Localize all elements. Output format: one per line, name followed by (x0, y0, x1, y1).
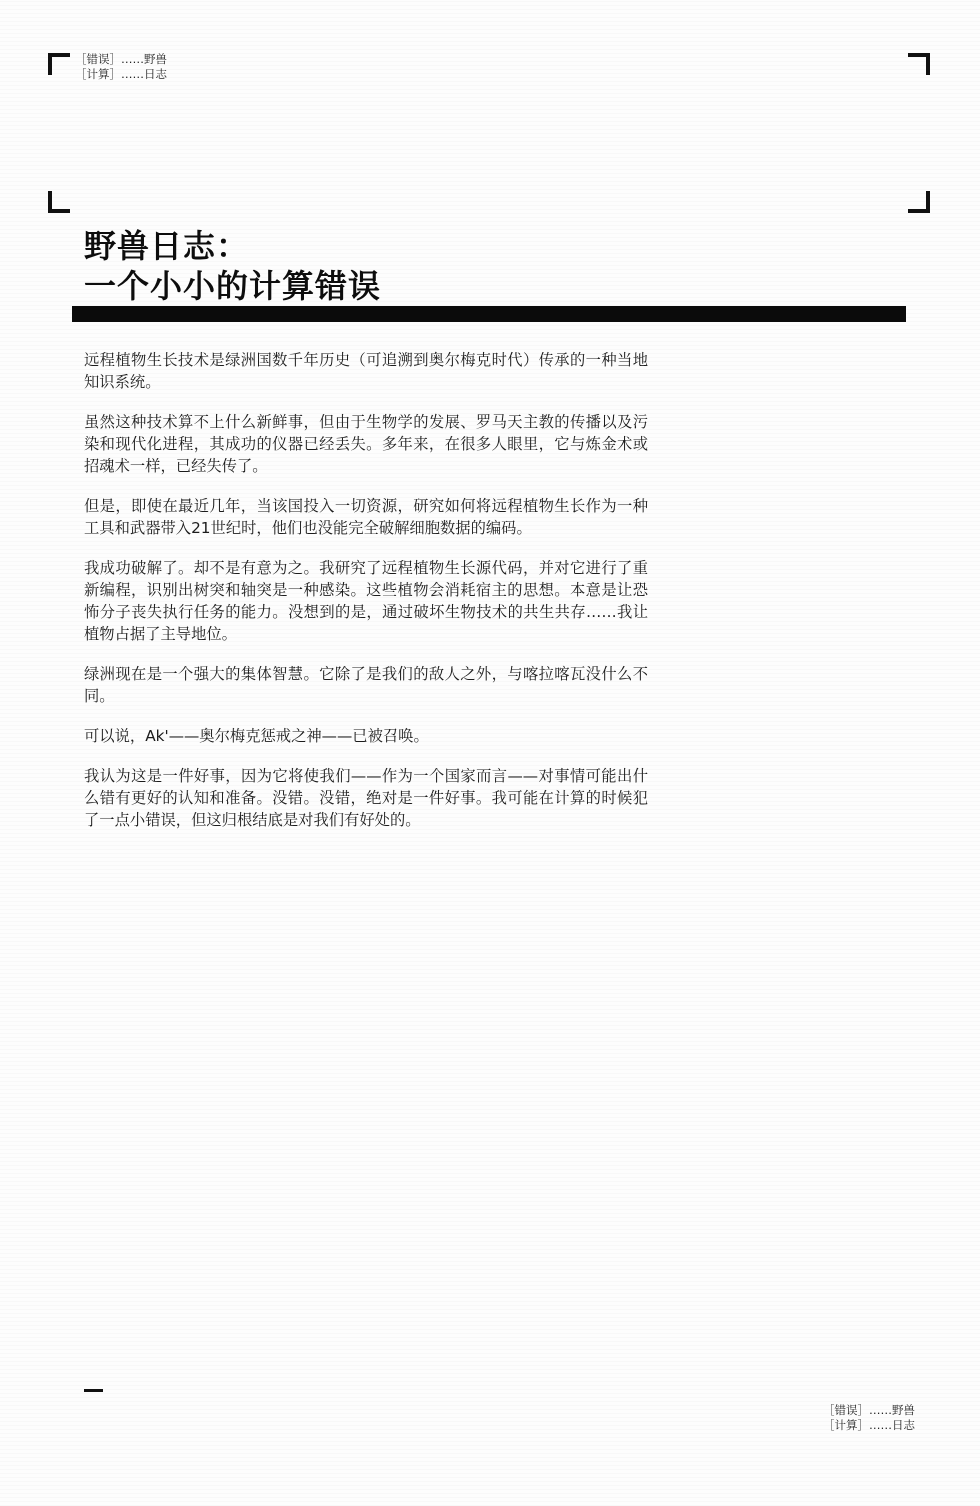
footer-tag (823, 1403, 915, 1433)
paragraph-1: 远程植物生长技术是绿洲国数千年历史（可追溯到奥尔梅克时代）传承的一种当地知识系统。 (84, 351, 648, 391)
corner-mark-top-right (908, 53, 930, 75)
paragraph-3: 但是，即使在最近几年，当该国投入一切资源，研究如何将远程植物生长作为一种工具和武器带入21世纪时，他们也没能完全破解细胞数据的编码。 (84, 497, 648, 537)
paragraph-2: 虽然这种技术算不上什么新鲜事，但由于生物学的发展、罗马天主教的传播以及污染和现代化进程，其成功的仪器已经丢失。多年来，在很多人眼里，它与炼金术或招魂术一样，已经失传了。 (84, 413, 648, 475)
page-number-mark (84, 1389, 103, 1392)
title-underline-bar (72, 306, 906, 322)
footer-tag-line-1: ［错误］……野兽 (823, 1403, 915, 1417)
body-text (84, 349, 648, 849)
paragraph-5: 绿洲现在是一个强大的集体智慧。它除了是我们的敌人之外，与喀拉喀瓦没什么不同。 (84, 665, 648, 705)
footer-tag-line-2: ［计算］……日志 (823, 1418, 915, 1432)
corner-mark-bottom-left (48, 191, 70, 213)
paragraph-7: 我认为这是一件好事，因为它将使我们——作为一个国家而言——对事情可能出什么错有更好的认知和准备。没错。没错，绝对是一件好事。我可能在计算的时候犯了一点小错误，但这归根结底是对我们有好处的。 (84, 767, 648, 829)
paragraph-6: 可以说，Ak'——奥尔梅克惩戒之神——已被召唤。 (84, 727, 429, 745)
paragraph-4: 我成功破解了。却不是有意为之。我研究了远程植物生长源代码，并对它进行了重新编程，识别出树突和轴突是一种感染。这些植物会消耗宿主的思想。本意是让恐怖分子丧失执行任务的能力。没想到的是，通过破坏生物技术的共生共存……我让植物占据了主导地位。 (84, 559, 648, 643)
header-tag-line-2: ［计算］……日志 (75, 67, 167, 81)
title-line-1: 野兽日志： (84, 227, 250, 265)
page-title (84, 226, 381, 306)
corner-mark-top-left (48, 53, 70, 75)
header-tag-line-1: ［错误］……野兽 (75, 52, 167, 66)
header-tag (75, 52, 167, 82)
title-line-2: 一个小小的计算错误 (84, 267, 382, 305)
corner-mark-bottom-right (908, 191, 930, 213)
